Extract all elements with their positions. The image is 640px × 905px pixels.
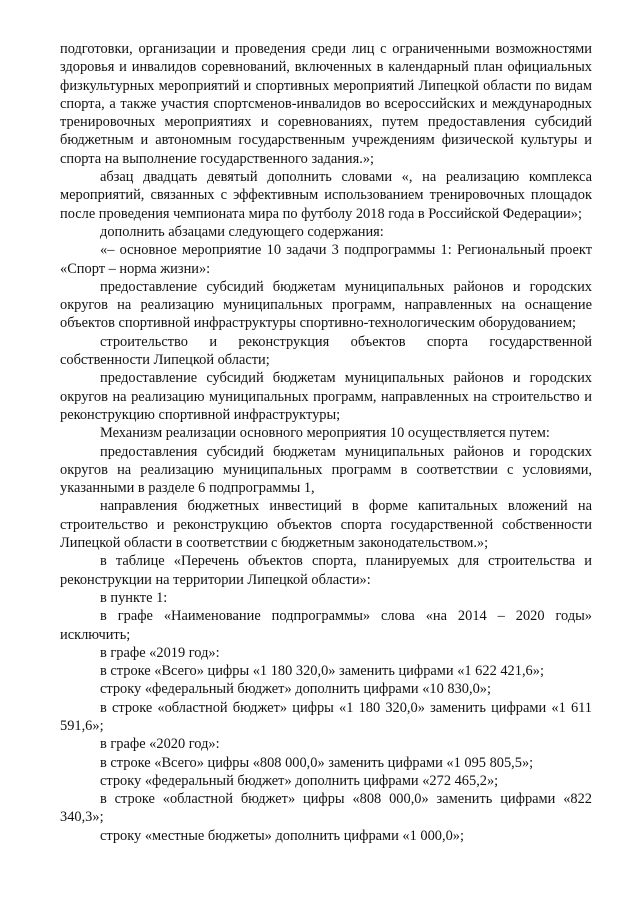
paragraph: направления бюджетных инвестиций в форме капитальных вложений на строительство и реконструкцию объектов спорта государственной собственности Липецкой области в соответствии с бюджетным законодательством.»; [60,498,592,552]
paragraph: в строке «областной бюджет» цифры «808 000,0» заменить цифрами «822 340,3»; [60,791,592,826]
paragraph: в графе «2019 год»: [100,644,220,661]
paragraph: строку «местные бюджеты» дополнить цифрами «1 000,0»; [100,827,464,844]
paragraph: предоставление субсидий бюджетам муниципальных районов и городских округов на реализацию муниципальных программ, направленных на оснащение объектов спортивной инфраструктуры спортивно-технологическим оборудованием; [60,278,592,332]
paragraph: Механизм реализации основного мероприятия 10 осуществляется путем: [100,425,550,442]
paragraph: в строке «Всего» цифры «1 180 320,0» заменить цифрами «1 622 421,6»; [100,663,544,680]
paragraph: предоставление субсидий бюджетам муниципальных районов и городских округов на реализацию муниципальных программ, направленных на строительство и реконструкцию спортивной инфраструктуры; [60,370,592,423]
document-page [60,40,592,845]
paragraph: в пункте 1: [100,589,168,606]
paragraph: в строке «Всего» цифры «808 000,0» заменить цифрами «1 095 805,5»; [100,754,534,771]
paragraph: в графе «2020 год»: [100,736,220,753]
paragraph: строку «федеральный бюджет» дополнить цифрами «272 465,2»; [100,772,499,789]
paragraph: строку «федеральный бюджет» дополнить цифрами «10 830,0»; [100,681,491,698]
paragraph: подготовки, организации и проведения среди лиц с ограниченными возможностями здоровья и инвалидов соревнований, включенных в календарный план официальных физкультурных мероприятий и спортивных мероприятий Липецкой области по видам спорта, а также участия спортсменов-инвалидов во всероссийских и международных тренировочных мероприятиях и соревнованиях, путем предоставления субсидий бюджетным и автономным государственным учреждениям физической культуры и спорта на выполнение государственного задания.»; [60,41,592,167]
paragraph: предоставления субсидий бюджетам муниципальных районов и городских округов на реализацию муниципальных программ в соответствии с условиями, указанными в разделе 6 подпрограммы 1, [60,443,592,497]
paragraph: в строке «областной бюджет» цифры «1 180 320,0» заменить цифрами «1 611 591,6»; [60,699,592,734]
paragraph: в графе «Наименование подпрограммы» слова «на 2014 – 2020 годы» исключить; [60,608,592,643]
paragraph: в таблице «Перечень объектов спорта, планируемых для строительства и реконструкции на территории Липецкой области»: [60,553,592,588]
paragraph: дополнить абзацами следующего содержания: [100,223,384,240]
paragraph: «– основное мероприятие 10 задачи 3 подпрограммы 1: Региональный проект «Спорт – норма жизни»: [60,242,592,277]
paragraph: абзац двадцать девятый дополнить словами «, на реализацию комплекса мероприятий, связанных с эффективным использованием тренировочных площадок после проведения чемпионата мира по футболу 2018 года в Российской Федерации»; [60,169,592,222]
paragraph: строительство и реконструкция объектов спорта государственной собственности Липецкой области; [60,333,592,369]
